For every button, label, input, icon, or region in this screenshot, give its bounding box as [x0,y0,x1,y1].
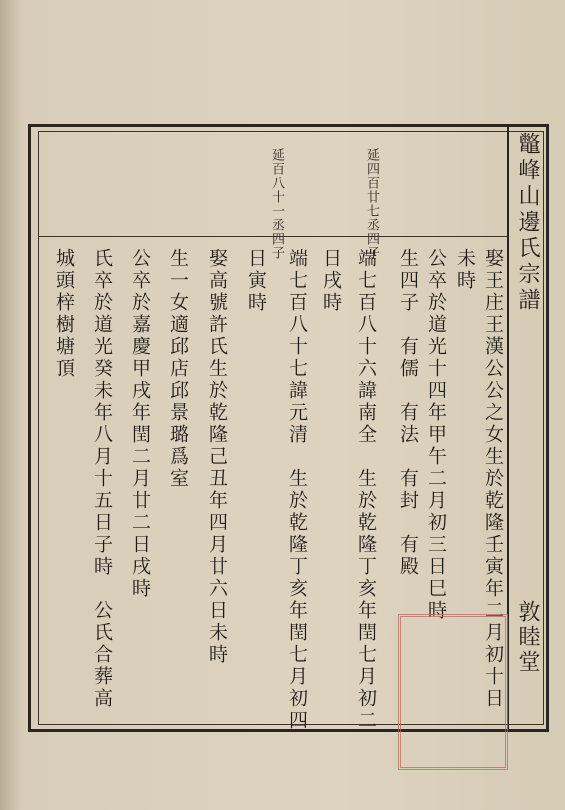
text-column-2: 未時 [454,248,476,292]
upper-note-1: 延四百廿七丞四子 [364,148,379,260]
text-column-9: 娶高號許氏生於乾隆己丑年四月廿六日未時 [206,248,228,666]
book-title: 鼈峰山邊氏宗譜 [515,132,540,314]
text-column-8: 日寅時 [245,248,267,314]
text-column-3: 公卒於道光十四年甲午二月初三日巳時 [425,248,447,622]
upper-note-2: 延百八十一丞四子 [269,148,284,260]
text-column-5: 端七百八十六諱南全 生於乾隆丁亥年閏七月初二 [355,248,377,732]
text-column-12: 氏卒於道光癸未年八月十五日子時 公氏合葬高 [91,248,113,710]
text-column-6: 日戌時 [320,248,342,314]
text-column-7: 端七百八十七諱元清 生於乾隆丁亥年閏七月初四 [286,248,308,732]
text-column-13: 城頭梓樹塘頂 [53,248,75,380]
text-column-1: 娶王庄王漢公公之女生於乾隆壬寅年二月初十日 [482,248,504,710]
library-seal-stamp [398,614,508,770]
text-column-10: 生一女適邱店邱景璐爲室 [167,248,189,490]
hall-name: 敦睦堂 [515,600,540,675]
text-column-4: 生四子 有儒 有法 有封 有殿 [397,248,419,578]
text-column-11: 公卒於嘉慶甲戌年閏二月廿二日戌時 [129,248,151,600]
